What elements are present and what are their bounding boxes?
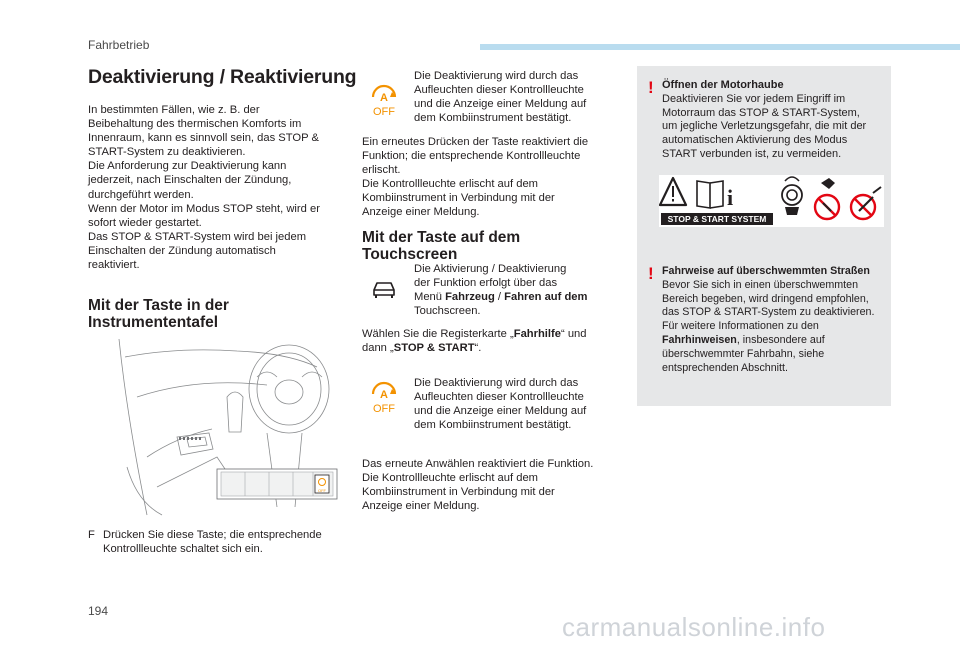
svg-text:OFF: OFF [373, 403, 395, 415]
warning-exclamation-icon: ! [648, 78, 654, 97]
section-header: Fahrbetrieb [88, 38, 150, 52]
deactivation-confirmation-1: Die Deaktivierung wird durch das Aufleuchten dieser Kontrollleuchte und die Anzeige einer Meldung auf dem Kombiinstrument bestätigt. [414, 70, 587, 125]
vehicle-menu-icon [371, 279, 397, 299]
intro-paragraph: In bestimmten Fällen, wie z. B. der Beibehaltung des thermischen Komforts im Innenraum, kann es sinnvoll sein, das STOP & START-System zu deaktivieren. Die Anforderung zur Deaktivierung kann jederzeit, nach Einschalten der Zündung, durchgeführt werden. Wenn der Motor im Modus STOP steht, wird er sofort wieder gestartet. Das STOP & START-System wird bei jedem Einschalten der Zündung automatisch reaktiviert. [88, 104, 320, 272]
bullet-arrow-icon: F [88, 529, 95, 541]
bonnet-warning: Öffnen der Motorhaube Deaktivieren Sie vor jedem Eingriff im Motorraum das STOP & START-System, um jegliche Verletzungsgefahr, die mit der automatischen Aktivierung des Modus START verbunden ist, zu vermeiden. [662, 79, 867, 160]
stop-start-system-label: STOP & START SYSTEM [661, 213, 773, 225]
watermark: carmanualsonline.info [562, 612, 826, 642]
select-tab-paragraph: Wählen Sie die Registerkarte „Fahrhilfe“ und dann „STOP & START“. [362, 328, 587, 355]
svg-text:A: A [380, 92, 388, 104]
dashboard-illustration [117, 337, 339, 517]
subtitle-instrument-panel: Mit der Taste in der Instrumententafel [88, 297, 229, 331]
page-title: Deaktivierung / Reaktivierung [88, 66, 357, 88]
warning-exclamation-icon-2: ! [648, 264, 654, 283]
deactivation-confirmation-2: Die Deaktivierung wird durch das Aufleuchten dieser Kontrollleuchte und die Anzeige einer Meldung auf dem Kombiinstrument bestätigt. [414, 377, 587, 432]
subtitle-touchscreen: Mit der Taste auf dem Touchscreen [362, 229, 521, 263]
header-bar [480, 44, 960, 50]
touchscreen-menu-paragraph: Die Aktivierung / Deaktivierung der Funktion erfolgt über das Menü Fahrzeug / Fahren auf dem Touchscreen. [414, 263, 588, 318]
stop-start-off-icon-2 [366, 379, 402, 415]
press-button-instruction: F Drücken Sie diese Taste; die entsprechende Kontrollleuchte schaltet sich ein. [88, 529, 322, 556]
reactivation-paragraph-1: Ein erneutes Drücken der Taste reaktiviert die Funktion; die entsprechende Kontrollleuchte erlischt. Die Kontrollleuchte erlischt auf dem Kombiinstrument in Verbindung mit der Anzeige einer Meldung. [362, 136, 589, 219]
svg-text:A: A [380, 389, 388, 401]
svg-text:OFF: OFF [373, 106, 395, 118]
page-number: 194 [88, 604, 109, 618]
svg-text:i: i [727, 185, 734, 210]
svg-text:OFF: OFF [318, 488, 326, 493]
flooded-road-warning: Fahrweise auf überschwemmten Straßen Bevor Sie sich in einen überschwemmten Bereich begeben, wird dringend empfohlen, das STOP & START-System zu deaktivieren. Für weitere Informationen zu den Fahrhinweisen, insbesondere auf überschwemmter Fahrbahn, siehe entsprechenden Abschnitt. [662, 265, 875, 374]
stop-start-off-icon [366, 82, 402, 118]
reactivation-paragraph-2: Das erneute Anwählen reaktiviert die Funktion. Die Kontrollleuchte erlischt auf dem Kombiinstrument in Verbindung mit der Anzeige einer Meldung. [362, 458, 594, 513]
